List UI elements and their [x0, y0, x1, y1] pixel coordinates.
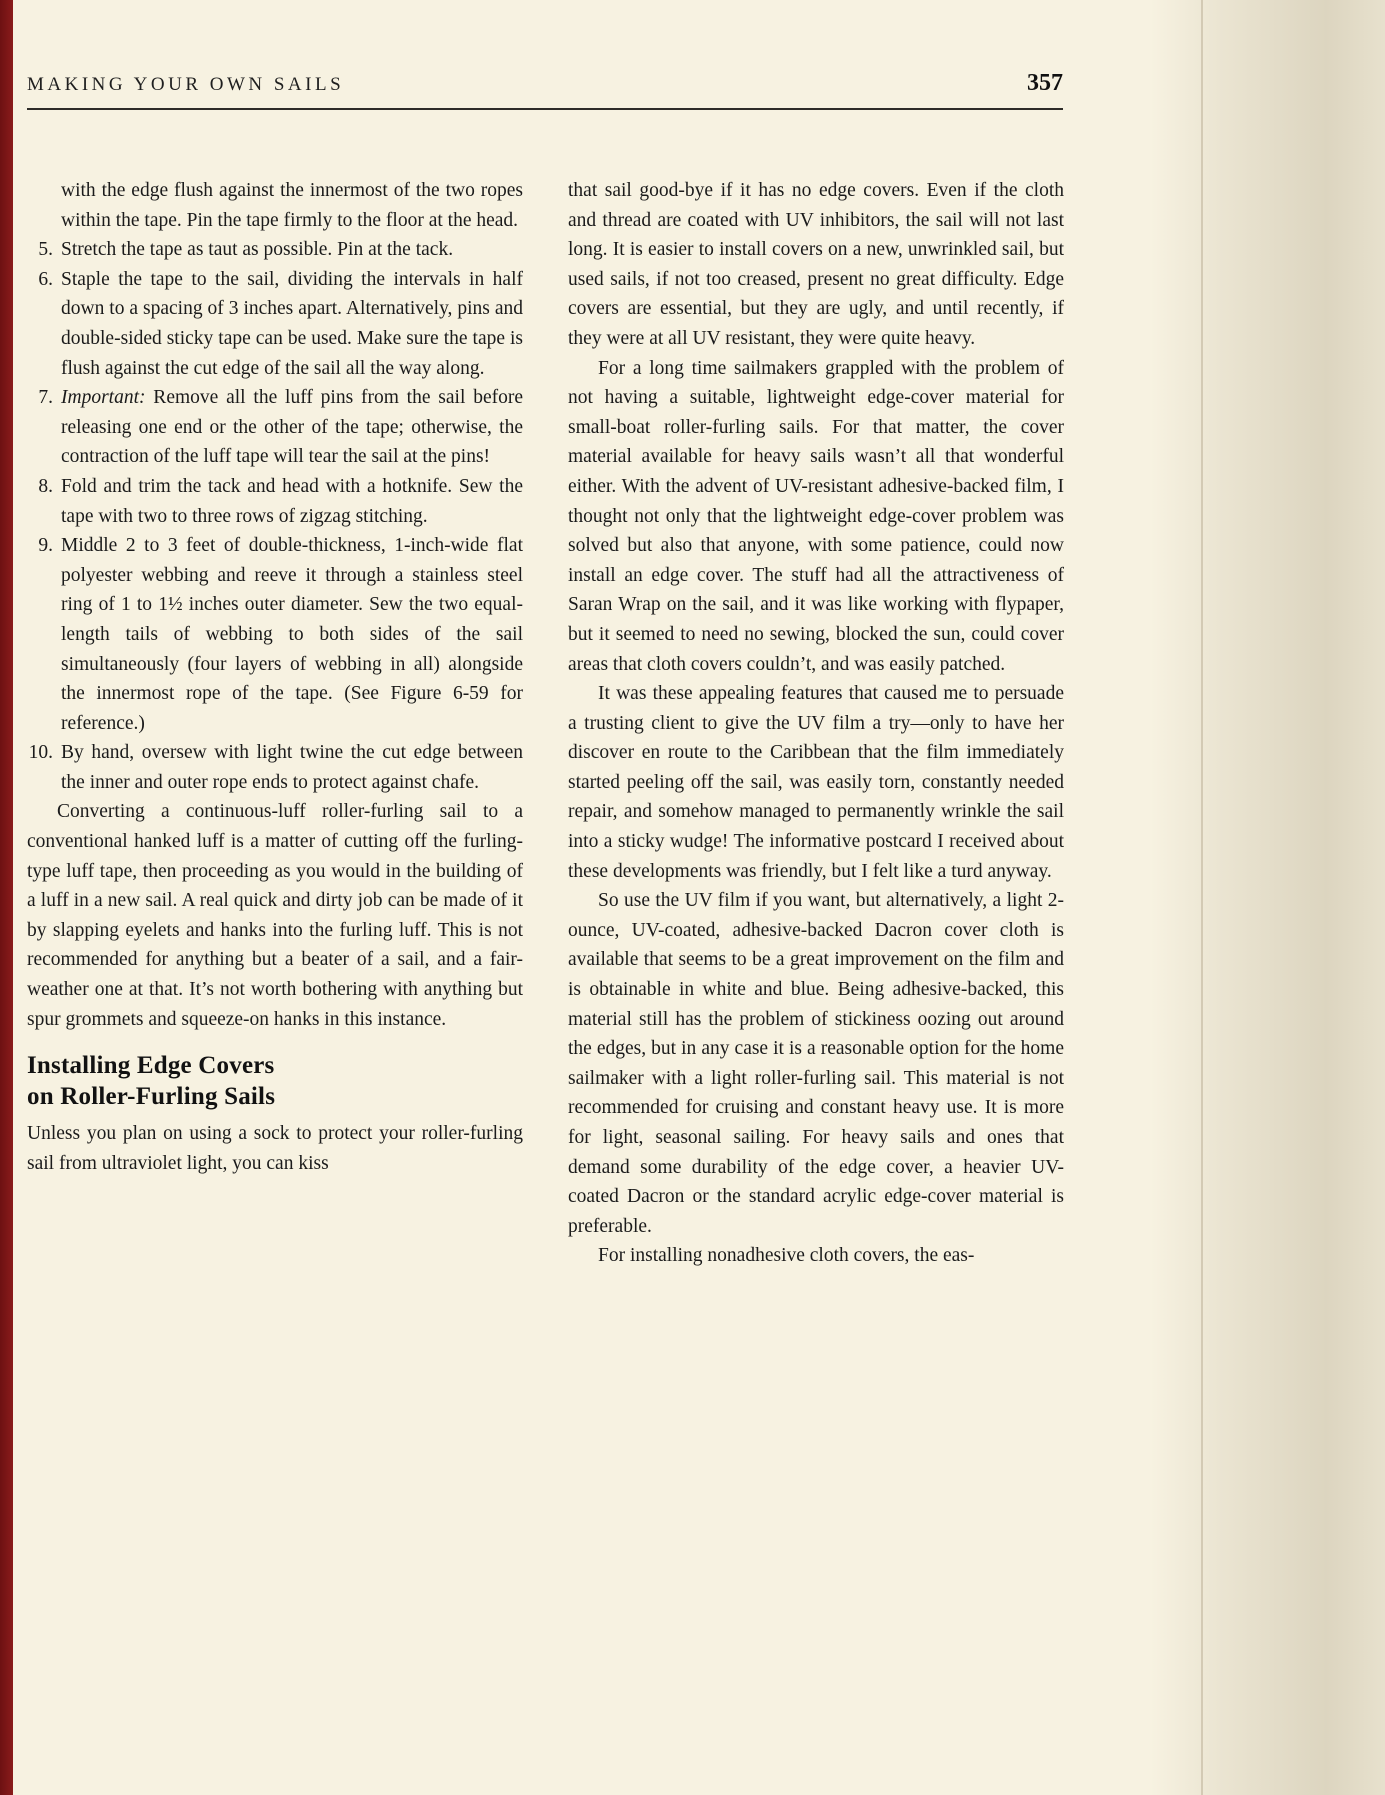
page-header	[27, 70, 1063, 97]
list-item-body: By hand, oversew with light twine the cut edge between the inner and outer rope ends to protect against chafe.	[61, 742, 523, 793]
list-item-body: Fold and trim the tack and head with a hotknife. Sew the tape with two to three rows of zigzag stitching.	[61, 475, 523, 527]
paragraph: For installing nonadhesive cloth covers, the eas-	[598, 1245, 975, 1267]
paragraph: So use the UV film if you want, but alternatively, a light 2-ounce, UV-coated, adhesive-backed Dacron cover cloth is available that seems to be a great improvement on the film and is obtainable in white and blue. Being adhesive-backed, this material still has the problem of stickiness oozing out around the edges, but in any case it is a reasonable option for the home sailmaker with a light roller-furling sail. This material is not recommended for cruising and constant heavy use. It is more for light, seasonal sailing. For heavy sails and ones that demand some durability of the edge cover, a heavier UV-coated Dacron or the standard acrylic edge-cover material is preferable.	[568, 890, 1064, 1237]
list-item	[27, 265, 523, 383]
list-item-number: 10.	[28, 742, 53, 764]
paragraph: For a long time sailmakers grappled with the problem of not having a suitable, lightweight edge-cover material for small-boat roller-furling sails. For that matter, the cover material available for heavy sails wasn’t all that wonderful either. With the advent of UV-resistant adhesive-backed film, I thought not only that the lightweight edge-cover problem was solved but also that anyone, with some patience, could now install an edge cover. The stuff had all the attractiveness of Saran Wrap on the sail, and it was like working with flypaper, but it seemed to need no sewing, blocked the sun, could cover areas that cloth covers couldn’t, and was easily patched.	[568, 357, 1064, 675]
list-item	[27, 383, 523, 472]
list-item	[27, 531, 523, 738]
list-item-number: 6.	[38, 268, 53, 290]
right-column	[568, 176, 1064, 1271]
list-item-number: 8.	[38, 475, 53, 497]
section-heading	[27, 1050, 523, 1112]
list-item-lead: Important:	[61, 387, 146, 409]
book-spine-edge	[0, 0, 13, 1795]
list-item-body: Staple the tape to the sail, dividing the intervals in half down to a spacing of 3 inches apart. Alternatively, pins and double-sided sticky tape can be used. Make sure the tape is flush against the cut edge of the sail all the way along.	[61, 268, 523, 379]
list-item-number: 9.	[38, 535, 53, 557]
list-item-text	[61, 531, 523, 738]
page-edge-shadow	[1150, 0, 1385, 1795]
paragraph: that sail good-bye if it has no edge covers. Even if the cloth and thread are coated with UV inhibitors, the sail will not last long. It is easier to install covers on a new, unwrinkled sail, but used sails, if not too creased, present no great difficulty. Edge covers are essential, but they are ugly, and until recently, if they were at all UV resistant, they were quite heavy.	[568, 180, 1064, 349]
section-heading-line: Installing Edge Covers	[27, 1052, 275, 1080]
list-item	[27, 738, 523, 797]
list-item-text	[61, 235, 523, 265]
page-number: 357	[1027, 70, 1063, 96]
paragraph: It was these appealing features that caused me to persuade a trusting client to give the UV film a try—only to have her discover en route to the Caribbean that the film immediately started peeling off the sail, was easily torn, constantly needed repair, and somehow managed to permanently wrinkle the sail into a sticky wudge! The informative postcard I received about these developments was friendly, but I felt like a turd anyway.	[568, 683, 1064, 882]
paragraph-unless: Unless you plan on using a sock to protect your roller-furling sail from ultraviolet light, you can kiss	[27, 1123, 523, 1174]
left-column	[27, 176, 523, 1271]
list-item	[27, 235, 523, 265]
list-item-number: 7.	[38, 387, 53, 409]
header-rule	[27, 108, 1063, 110]
page-edge-line	[1201, 0, 1203, 1795]
list-item-text	[61, 383, 523, 472]
list-item-text	[61, 738, 523, 797]
list-item-text	[61, 472, 523, 531]
list-item-body: Stretch the tape as taut as possible. Pin at the tack.	[61, 239, 454, 261]
list-item-body: Middle 2 to 3 feet of double-thickness, 1-inch-wide flat polyester webbing and reeve it through a stainless steel ring of 1 to 1½ inches outer diameter. Sew the two equal-length tails of webbing to both sides of the sail simultaneously (four layers of webbing in all) alongside the innermost rope of the tape. (See Figure 6-59 for reference.)	[61, 535, 523, 734]
list-item-number	[27, 176, 53, 235]
text-columns	[27, 176, 1063, 1271]
running-head: MAKING YOUR OWN SAILS	[27, 74, 345, 95]
list-item	[27, 472, 523, 531]
list-item	[27, 176, 523, 235]
list-item-number: 5.	[38, 239, 53, 261]
section-heading-line: on Roller-Furling Sails	[27, 1083, 276, 1111]
list-item-body: Remove all the luff pins from the sail before releasing one end or the other of the tape; otherwise, the contraction of the luff tape will tear the sail at the pins!	[61, 387, 523, 468]
paragraph-converting: Converting a continuous-luff roller-furling sail to a conventional hanked luff is a matter of cutting off the furling-type luff tape, then proceeding as you would in the building of a luff in a new sail. A real quick and dirty job can be made of it by slapping eyelets and hanks into the furling luff. This is not recommended for anything but a beater of a sail, and a fair-weather one at that. It’s not worth bothering with anything but spur grommets and squeeze-on hanks in this instance.	[27, 801, 523, 1030]
list-item-body: with the edge flush against the innermost of the two ropes within the tape. Pin the tape firmly to the floor at the head.	[61, 180, 523, 231]
list-item-text	[61, 176, 523, 235]
list-item-text	[61, 265, 523, 383]
